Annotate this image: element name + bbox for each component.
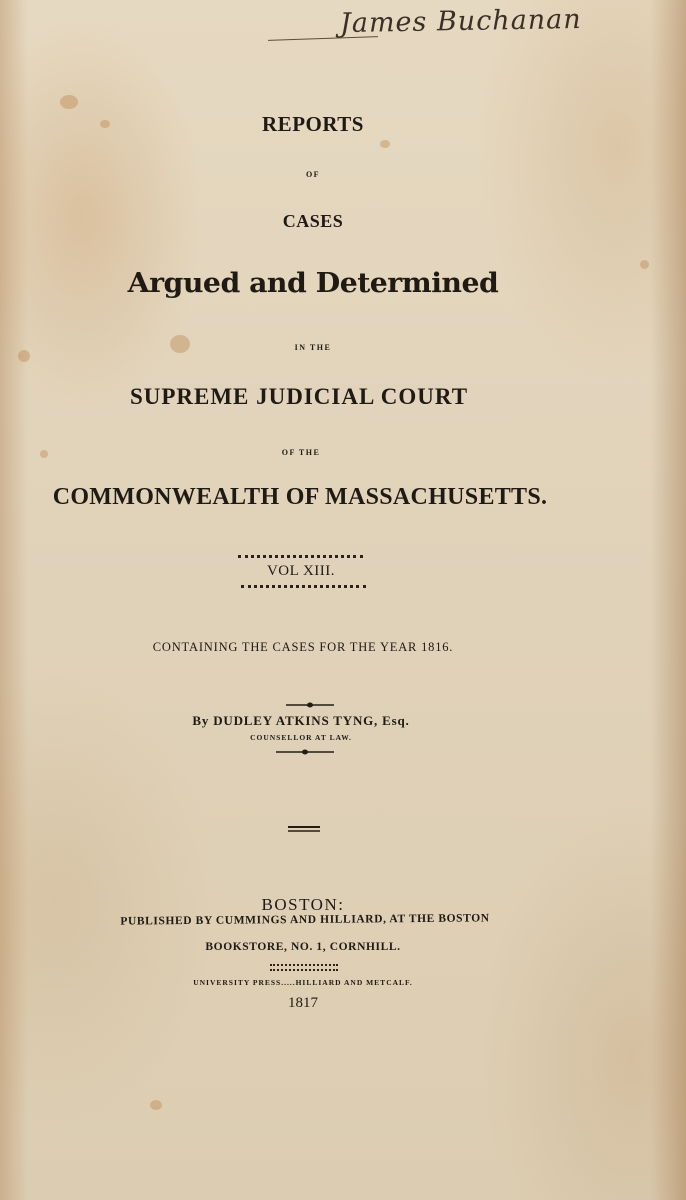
dotted-rule-bottom	[241, 585, 366, 588]
imprint-year: 1817	[288, 995, 318, 1011]
title-argued-determined: Argued and Determined	[127, 268, 499, 299]
title-cases: CASES	[282, 211, 344, 231]
dotted-rule-imprint	[270, 969, 338, 971]
title-reports: REPORTS	[262, 112, 364, 136]
imprint-publisher-line1: PUBLISHED BY CUMMINGS AND HILLIARD, AT THE BOSTON	[120, 912, 490, 928]
title-of-the: OF THE	[281, 448, 321, 457]
author-role: COUNSELLOR AT LAW.	[250, 733, 352, 742]
title-in-the: IN THE	[294, 343, 332, 352]
foxing-spot	[60, 95, 78, 109]
volume-number: VOL XIII.	[266, 563, 336, 579]
double-rule-icon	[288, 825, 320, 833]
imprint-press: UNIVERSITY PRESS.....HILLIARD AND METCALF.	[193, 978, 413, 987]
imprint-publisher-line2: BOOKSTORE, NO. 1, CORNHILL.	[205, 941, 401, 953]
author-name: By DUDLEY ATKINS TYNG, Esq.	[192, 713, 410, 728]
foxing-spot	[380, 140, 390, 148]
ornament-rule-icon	[286, 700, 334, 710]
handwritten-signature: James Buchanan	[339, 3, 582, 40]
title-of: OF	[305, 170, 321, 179]
dotted-rule-top	[238, 555, 363, 558]
title-commonwealth: COMMONWEALTH OF MASSACHUSETTS.	[52, 484, 548, 510]
containing-cases: CONTAINING THE CASES FOR THE YEAR 1816.	[152, 640, 454, 654]
imprint-city: BOSTON:	[261, 895, 345, 914]
ornament-rule-icon	[276, 747, 334, 757]
dotted-rule-imprint	[270, 964, 338, 966]
foxing-spot	[150, 1100, 162, 1110]
title-court: SUPREME JUDICIAL COURT	[129, 384, 469, 409]
